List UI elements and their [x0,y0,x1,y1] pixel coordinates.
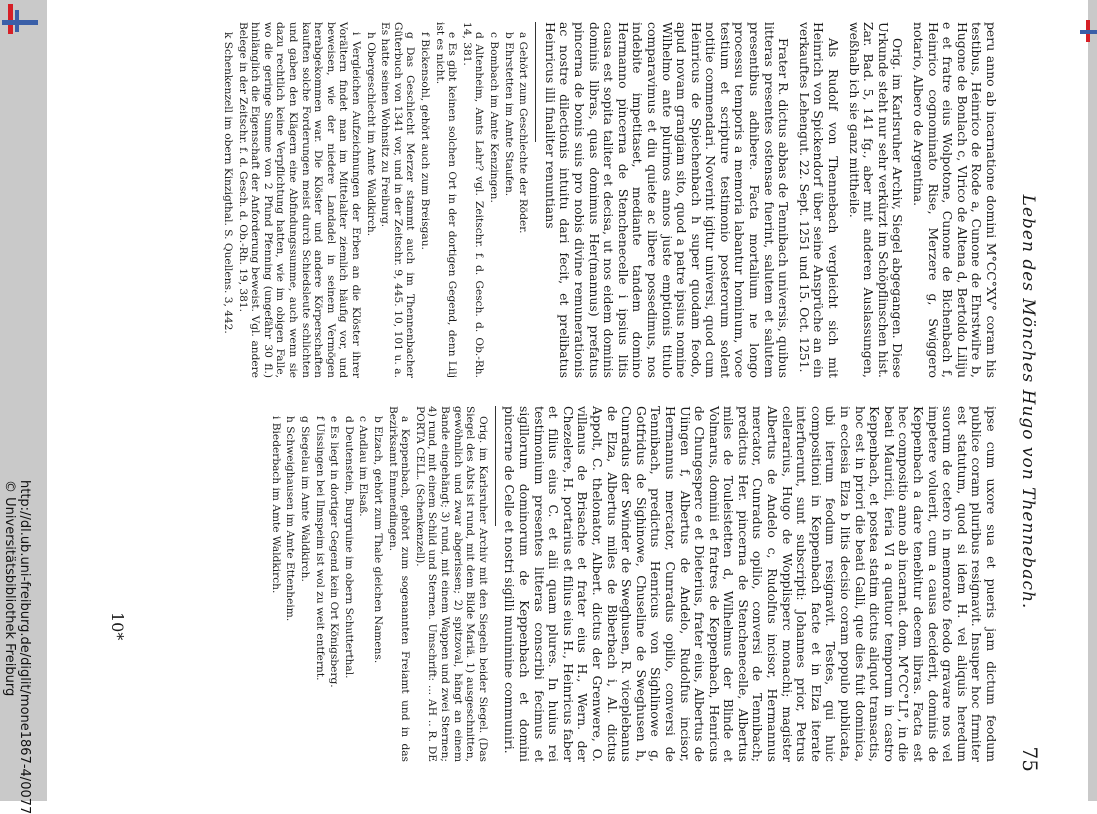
watermark [2,480,32,814]
page-header [1014,32,1042,772]
right-footnote: i Biederbach im Amte Waldkirch. [269,416,282,594]
viewer-right-strip [1088,0,1097,801]
left-footnote: d Altenheim, Amts Lahr? vgl. Zeitschr. f. d. Gesch. d. Ob.-Rh. 14, 381. [460,22,486,378]
signature-mark: 10* [108,612,127,641]
footnote-divider [535,22,536,142]
watermark-url: http://dl.ub.uni-freiburg.de/diglit/mone1867-4/0077 [17,480,32,814]
left-footnote: a Gehört zum Geschlechte der Röder. [517,32,530,234]
right-footnote: b Elzach, gehört zum Thale gleichen Namens. [372,416,385,664]
right-footnote: a Keppenbach, gehört zum sogenannten Freiamt und in das Bezirksamt Emmendingen. [386,406,412,762]
left-footnote: k Schenkenzell im obern Kinzigthal. S. Quellens. 3, 442. [222,32,235,334]
left-footnote: f Bickensohl, gehört auch zum Breisgau. [419,32,432,250]
right-footnote: d Deutenstein, Burgruine im obern Schutterthal. [342,416,355,679]
right-footnote: c Andlau im Elsaß. [357,416,370,517]
left-footnote: e Es gibt keinen solchen Ort in der dortigen Gegend, denn Lilj ist es nicht. [433,22,459,378]
left-footnote: g Das Geschlecht Merzer stammt auch im Thennenbacher Güterbuch von 1341 vor, und in der Zeitschr. 9, 445. 10, 101 u. a. Es hatte seinen Wohnsitz zu Freiburg. [379,22,417,378]
footnote-divider [495,406,496,526]
right-paragraph: ipse cum uxore sua et pueris jam dictum feodum publice coram pluribus resignavit. Insuper hoc firmiter est statutum, quod si idem H. vel aliquis heredum suorum de cetero in memorato feodo gravare nos vel impetere voluerit, cum a causa deciderit, dominis de Keppenbach a dare tenebitur decem libras. Facta est hec compositio anno ab incarnat. dom. M°CC°LI°, in die beati Mauricii, feria VI a quatuor temporum in castro Keppenbach, et postea statim dictus aliquot transactis, hoc est in priori die beati Galli, que dies fuit dominica, in ecclesia Elza b litis decisio coram populo publicata, ubi iterum feodum resignavit. Testes, qui huic compositioni in Keppenbach facte et in Elza iterate interfuerunt, sunt subscripti: Johannes prior, Petrus cellerarius, Hugo de Wopplisperc monachi; magister Albertus de Andelo c, Rudolfus incisor, Hermannus mercator, Cunradus opilio, conversi de Tennibach; predictus Her. pincerna de Stenchenecelle, Albertus miles de Touleistetten d, Wilhelmus der Blinde et Volmarus, dominii et fratres de Keppenbach, Henricus de Chungesperc e et Dieterius, frater eius, Albertus de Uiingen f, Albertus de Andelo, Rudolfus incisor, Hermannus mercator, Cunradus opilio, conversi de Tennibach, predictus Henricus von Sighlinowe g, Gotfridus de Sighinowe, Chuseline de Sweghusen h, Cunradus der Swinder de Sweghusen, R. viceplebanus de Elza, Albertus miles de Biberbach i, Al. dictus Appolt, C. thelonator, Albert. dictus der Grenwere, O. villanus de Brisache et frater eius H., Wern. der Chezelere, H. portarius et filius eius H., Heinricus faber et filius eius C. et alii quam plures. In huius rei testimonium presentes litteras conscribi fecimus et sigillorum dominorum de Keppenbach et domini pincerne de Celle et nostri sigilli munimine communiri. [502,406,999,762]
left-footnote: h Obergeschlecht im Amte Waldkirch. [364,32,377,237]
library-logo-icon [2,4,42,38]
left-paragraph: Orig. im Karlsruher Archiv, Siegel abgegangen. Diese Urkunde steht nur sehr verkürzt im Schöpflinschen hist. Zar. Bad. 5, 141 fg., aber mit anderen Auslassungen, weßhalb ich sie ganz mittheile. [846,22,906,378]
left-paragraph: Als Rudolf von Thennebach vergleicht sich mit Heinrich von Spickendorf über seine Ansprüche an ein verkauftes Lehengut. 22. Sept. 1251 und 15. Oct. 1251. [796,22,842,378]
right-footnote: e Es liegt in dortiger Gegend kein Ort Königsberg. [328,416,341,688]
right-column [267,406,998,762]
watermark-copyright: © Universitätsbibliothek Freiburg [2,480,17,697]
left-footnote: c Bombach im Amte Kenzingen. [488,32,500,203]
left-footnote: i Vergleichen Aufzeichnungen der Erben an die Klöster ihrer Vorältern findet man im Mittelalter ziemlich häufig vor, und beweisen, wie der niedere Landadel in seinem Vermögen herabgekommen war. Die Klöster und andere Körperschaften kauften solche Forderungen meist durch Schiedsleute schlichten und gaben den Klägern eine Abfindungssumme, auch wenn sie dazu rechtlich keine Verpflichtung hatten, wie im obigen Falle, wo die geringe Summe von 2 Pfund Pfenning (ungefähr 30 fl.) hinlänglich die Eigenschaft der Anforderung beweist. Vgl. andere Belege in der Zeitschr. f. d. Gesch. d. Ob.-Rh. 19, 381. [236,22,363,378]
right-footnote: g Siegelau im Amte Waldkirch. [299,416,312,582]
left-footnote: b Ehrstetten im Amte Staufen. [502,32,515,197]
left-column [220,22,998,378]
right-footnote: Orig. im Karlsruher Archiv mit den Siegeln beider Siegel. (Das Siegel des Abts ist rund, mit dem Bilde Mariä. 1) ausgeschnitten, gewöhnlich und zwar abgerissen; 2) spitzoval, hängt an einem Bande eingehängt; 3) rund, mit einem Wappen und zwei Sternen; 4) rund, mit einem Schild und Sternen. Umschrift: ... AH .. R. DE PORTA CELL. (Schenkenzell). [413,406,489,762]
page-number: 75 [1018,746,1042,772]
left-paragraph: Frater R. dictus abbas de Tennibach universis, quibus litteras presentes ostensae fuerint, salutem et salutem presentibus adhibere. Facta mortalium ne longo processu temporis a memoria labantur hominum, voce testium et scripture testimonio posterorum solent notitie commendari. Noverint igitur universi, quod cum Heinricus de Spiechenbach h super quodam feodo, apud novam grangiam sito, quod a patre ipsius nomine Wilhelmo ante plurimos annos juste emptionis titulo comparavimus et diu quiete ac libere possedimus, nos indebite impetitaset, mediante tandem domino Hermanno pincerna de Stenchenecelle i ipsius litis causa est sopita taliter et decisa, ut nos eidem dominis dominis libras, quas domimus Her(mannus) prefatus pincerna de bonis suis pro nobis divine remunerationis ac nostre dilectionis intuitu dari fecit, et prelibatus Heinricus illi finaliter renuntians [542,22,792,378]
right-footnote: h Schweighausen im Amte Ettenheim. [284,416,297,622]
running-title: Leben des Mönches Hugo von Thennebach. [1018,194,1038,610]
left-paragraph: peru anno ab incarnatione domini M°CC°XV° coram his testibus, Heinrico de Rode a, Cunone de Ehrstwilre b, Hugone de Bonlach c, Vlrico de Altena d, Bertoldo Liliju e et fratre eius Wolpotone, Cunone de Bichenbach f, Heinrico cognominato Rise, Merzere g, Swiggero notario, Albero de Argentina. [911,22,999,378]
document-page [64,12,1082,792]
library-logo-icon-right [1080,20,1097,54]
right-footnote: f Uissingen bei Ilmspeim ist wol zu weit entfernt. [313,416,326,681]
